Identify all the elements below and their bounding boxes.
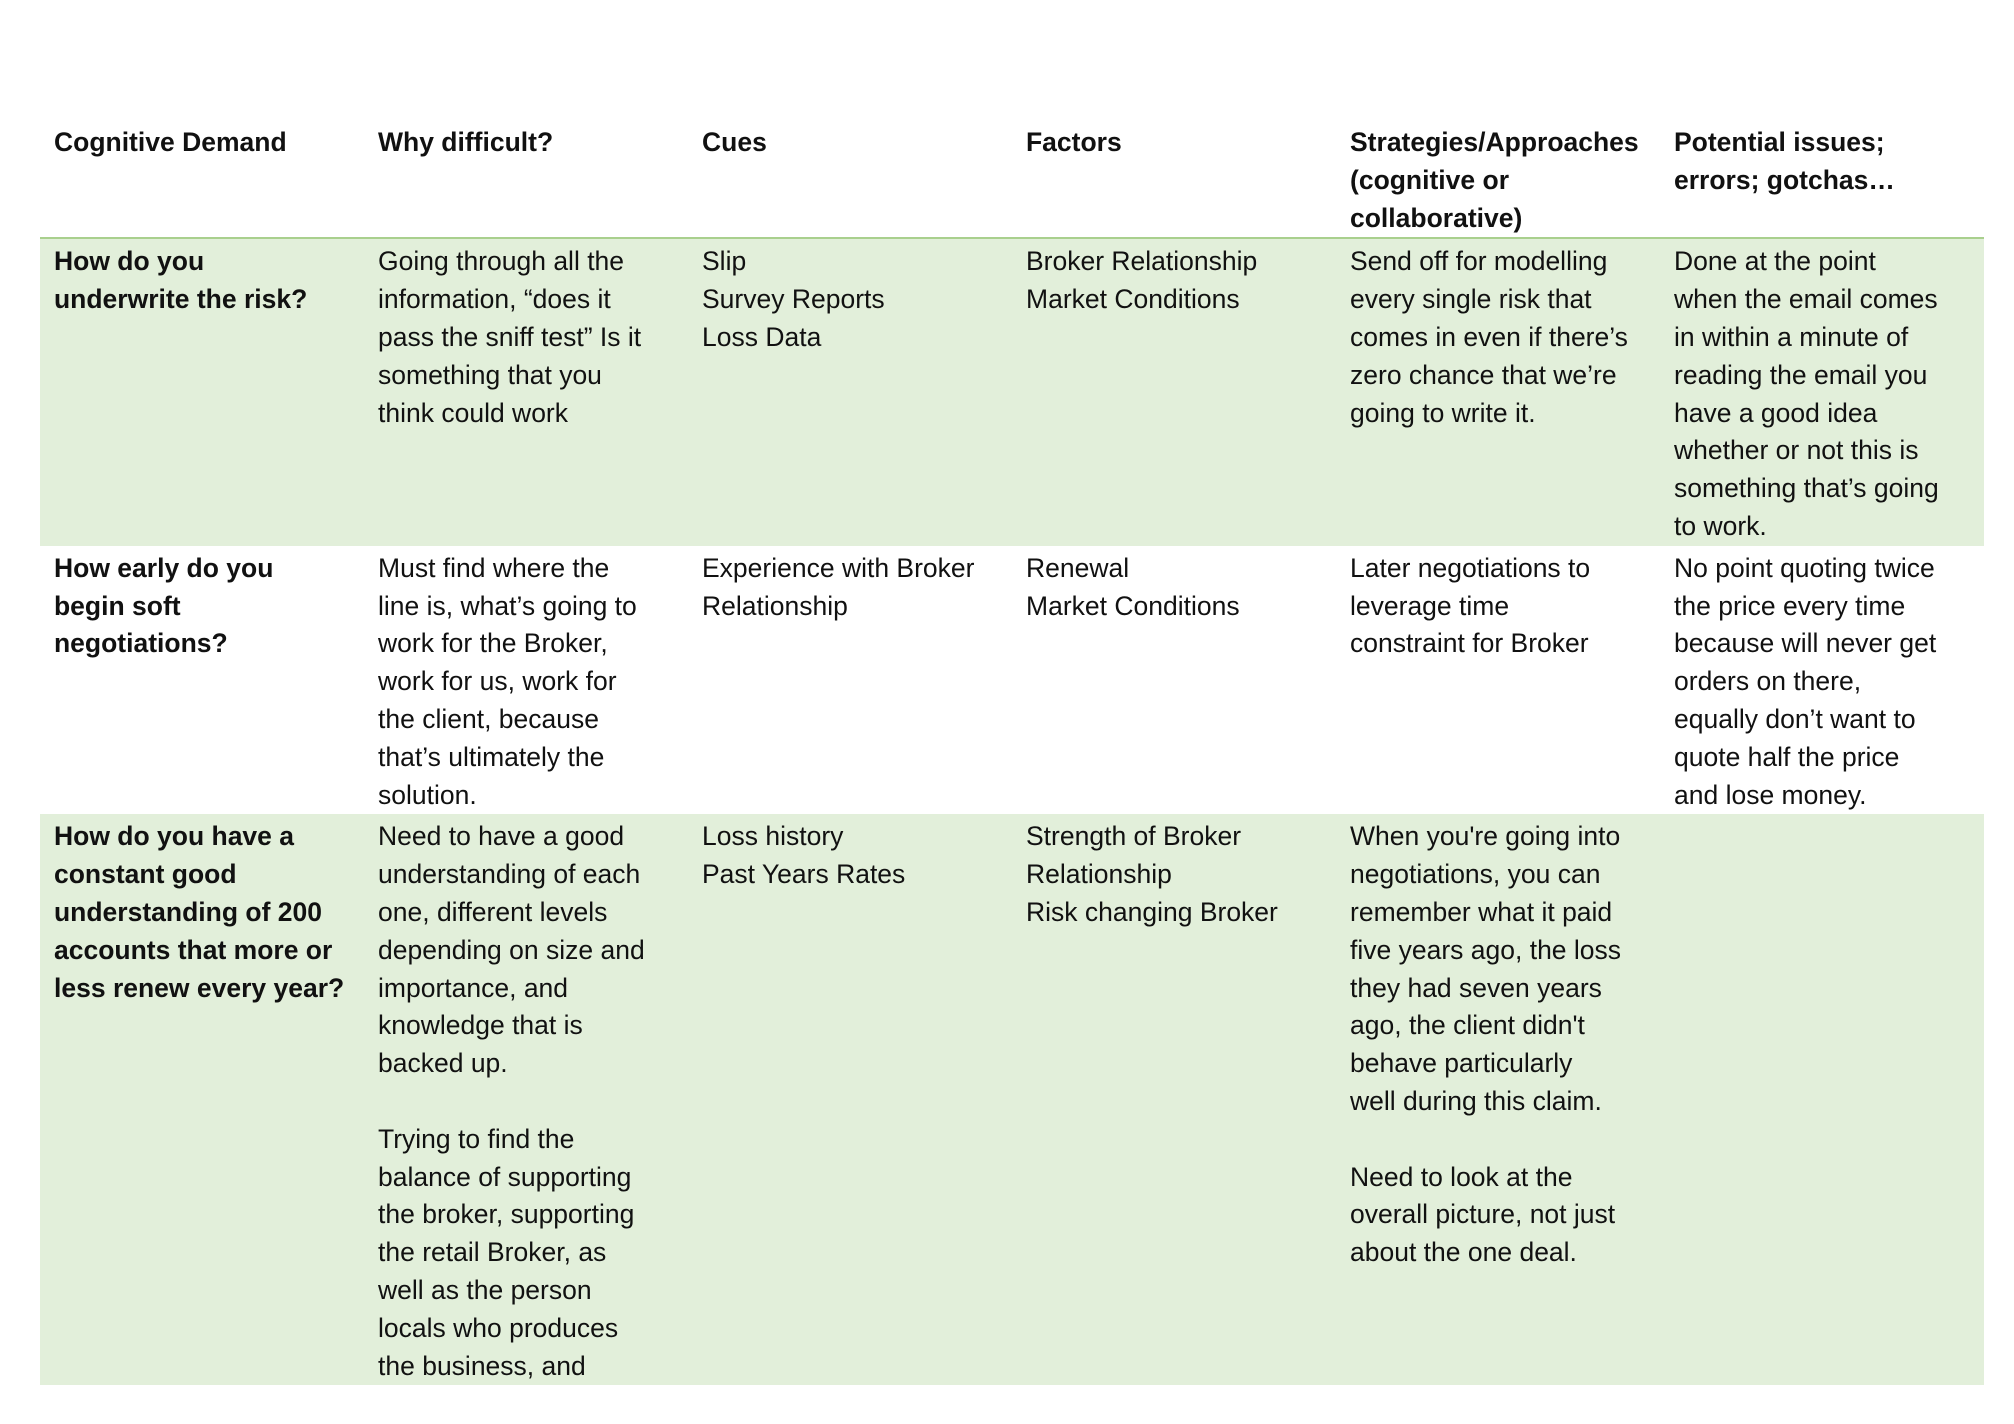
header-cognitive-demand: Cognitive Demand <box>40 118 364 238</box>
cell-potential-issues: No point quoting twice the price every time because will never get orders on there, equally don’t want to quote half the price and lose money. <box>1660 546 1984 815</box>
cell-cues: Loss history Past Years Rates <box>688 814 1012 1385</box>
cell-cues: Experience with Broker Relationship <box>688 546 1012 815</box>
cell-why-difficult: Need to have a good understanding of each one, different levels depending on size and importance, and knowledge that is backed up. Trying to find the balance of supporting the broker, supporting the retail Broker, as well as the person locals who produces the business, and <box>364 814 688 1385</box>
table-row <box>40 814 1984 1385</box>
header-strategies: Strategies/Approaches (cognitive or collaborative) <box>1336 118 1660 238</box>
header-cues: Cues <box>688 118 1012 238</box>
cell-why-difficult: Going through all the information, “does it pass the sniff test” Is it something that you think could work <box>364 238 688 545</box>
cognitive-demands-table <box>40 118 1984 1385</box>
cell-factors: Strength of Broker Relationship Risk changing Broker <box>1012 814 1336 1385</box>
table-row <box>40 238 1984 545</box>
cell-factors: Renewal Market Conditions <box>1012 546 1336 815</box>
table-row <box>40 546 1984 815</box>
cell-strategies: When you're going into negotiations, you can remember what it paid five years ago, the loss they had seven years ago, the client didn't behave particularly well during this claim. Need to look at the overall picture, not just about the one deal. <box>1336 814 1660 1385</box>
cell-potential-issues: Done at the point when the email comes in within a minute of reading the email you have a good idea whether or not this is something that’s going to work. <box>1660 238 1984 545</box>
cell-cognitive-demand: How early do you begin soft negotiations? <box>40 546 364 815</box>
cell-cognitive-demand: How do you underwrite the risk? <box>40 238 364 545</box>
cell-strategies: Send off for modelling every single risk that comes in even if there’s zero chance that we’re going to write it. <box>1336 238 1660 545</box>
cell-cues: Slip Survey Reports Loss Data <box>688 238 1012 545</box>
header-factors: Factors <box>1012 118 1336 238</box>
header-potential-issues: Potential issues; errors; gotchas… <box>1660 118 1984 238</box>
header-row <box>40 118 1984 238</box>
cell-cognitive-demand: How do you have a constant good understanding of 200 accounts that more or less renew every year? <box>40 814 364 1385</box>
cell-factors: Broker Relationship Market Conditions <box>1012 238 1336 545</box>
cell-strategies: Later negotiations to leverage time constraint for Broker <box>1336 546 1660 815</box>
header-why-difficult: Why difficult? <box>364 118 688 238</box>
cell-why-difficult: Must find where the line is, what’s going to work for the Broker, work for us, work for the client, because that’s ultimately the solution. <box>364 546 688 815</box>
cell-potential-issues <box>1660 814 1984 1385</box>
